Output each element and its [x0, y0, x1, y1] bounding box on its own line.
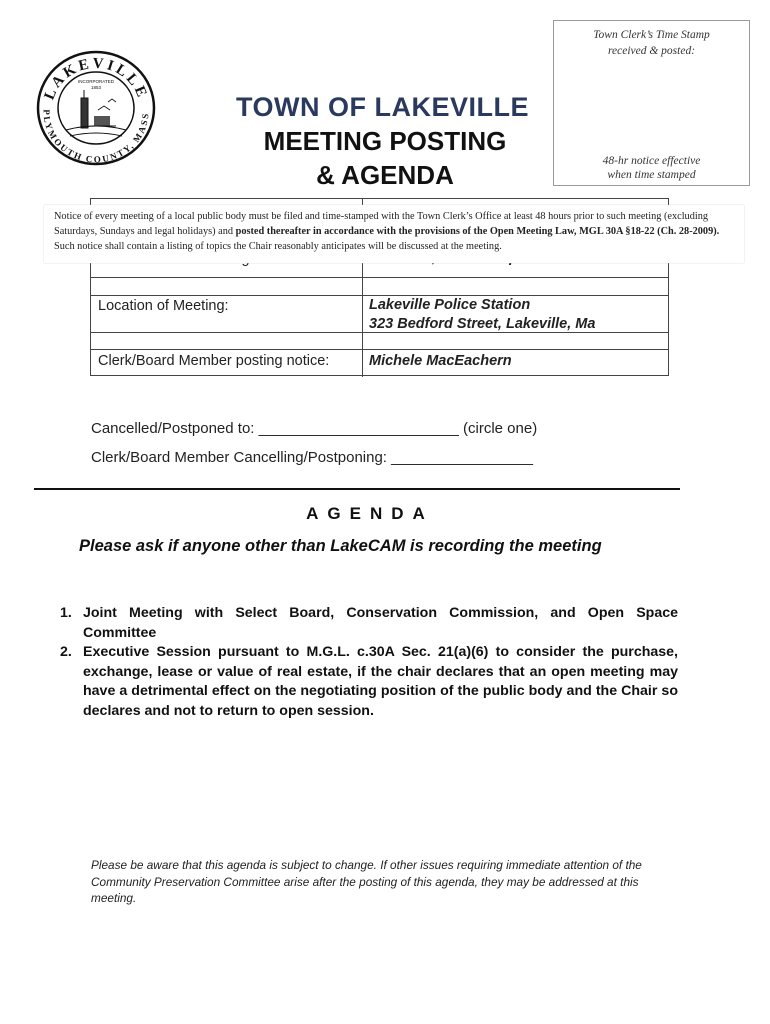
notice-text-1: Notice of every meeting of a local public body must be filed and time-stamped with the Town Clerk’s Office at least 48 hours prior to such meeting (excluding Saturdays, Sundays and legal holidays) and: [54, 211, 709, 237]
stamp-line-1: Town Clerk’s Time Stamp: [593, 29, 710, 41]
agenda-heading: AGENDA: [306, 504, 434, 523]
cancelled-postponed-line: Cancelled/Postponed to: ________________________ (circle one): [91, 420, 538, 437]
clerk-label: Clerk/Board Member posting notice:: [98, 353, 330, 369]
seal-year: 1853: [90, 85, 102, 90]
seal-bottom-text: PLYMOUTH COUNTY, MASS: [41, 109, 151, 165]
cancelling-member-line: Clerk/Board Member Cancelling/Postponing: _________________: [91, 449, 533, 466]
stamp-line-4: when time stamped: [607, 169, 696, 181]
recording-note: Please ask if anyone other than LakeCAM is recording the meeting: [79, 537, 602, 555]
agenda-item-number: 1.: [60, 605, 72, 621]
open-meeting-law-notice: [44, 205, 744, 263]
location-value-line2: 323 Bedford Street, Lakeville, Ma: [369, 316, 596, 332]
stamp-line-2: received & posted:: [607, 45, 696, 57]
agenda-item-text: Joint Meeting with Select Board, Conservation Commission, and Open Space Committee: [83, 605, 678, 641]
town-title: TOWN OF LAKEVILLE: [236, 92, 529, 122]
seal-scene-illustration: [66, 90, 126, 136]
agenda-item-text: Executive Session pursuant to M.G.L. c.30A Sec. 21(a)(6) to consider the purchase, exchange, lease or value of real estate, if the chair declares that an open meeting may have a detrimental effect on the negotiating position of the public body and the Chair so declares and not to return to open session.: [83, 644, 678, 719]
notice-text-3: Such notice shall contain a listing of topics the Chair reasonably anticipates will be discussed at the meeting.: [54, 241, 502, 252]
clerk-time-stamp-box: [553, 20, 750, 186]
town-seal-logo: [36, 50, 156, 166]
agenda-item: [60, 604, 678, 644]
agenda-item: [60, 643, 678, 723]
seal-incorporated: INCORPORATED: [78, 79, 114, 84]
seal-top-text: LAKEVILLE: [41, 55, 151, 103]
location-value-line1: Lakeville Police Station: [369, 297, 531, 313]
notice-text-bold: posted thereafter in accordance with the provisions of the Open Meeting Law, MGL 30A §18-22 (Ch. 28-2009).: [235, 226, 720, 237]
location-label: Location of Meeting:: [98, 298, 229, 314]
section-divider: [34, 488, 680, 490]
clerk-value: Michele MacEachern: [369, 353, 512, 369]
agenda-change-disclaimer: Please be aware that this agenda is subject to change. If other issues requiring immediate attention of the Community Preservation Committee arise after the posting of this agenda, they may be addressed at this meeting.: [91, 858, 642, 905]
stamp-line-3: 48-hr notice effective: [602, 155, 701, 167]
agenda-item-number: 2.: [60, 644, 72, 660]
meeting-posting-title: MEETING POSTING: [263, 126, 507, 156]
agenda-title: & AGENDA: [316, 160, 454, 190]
